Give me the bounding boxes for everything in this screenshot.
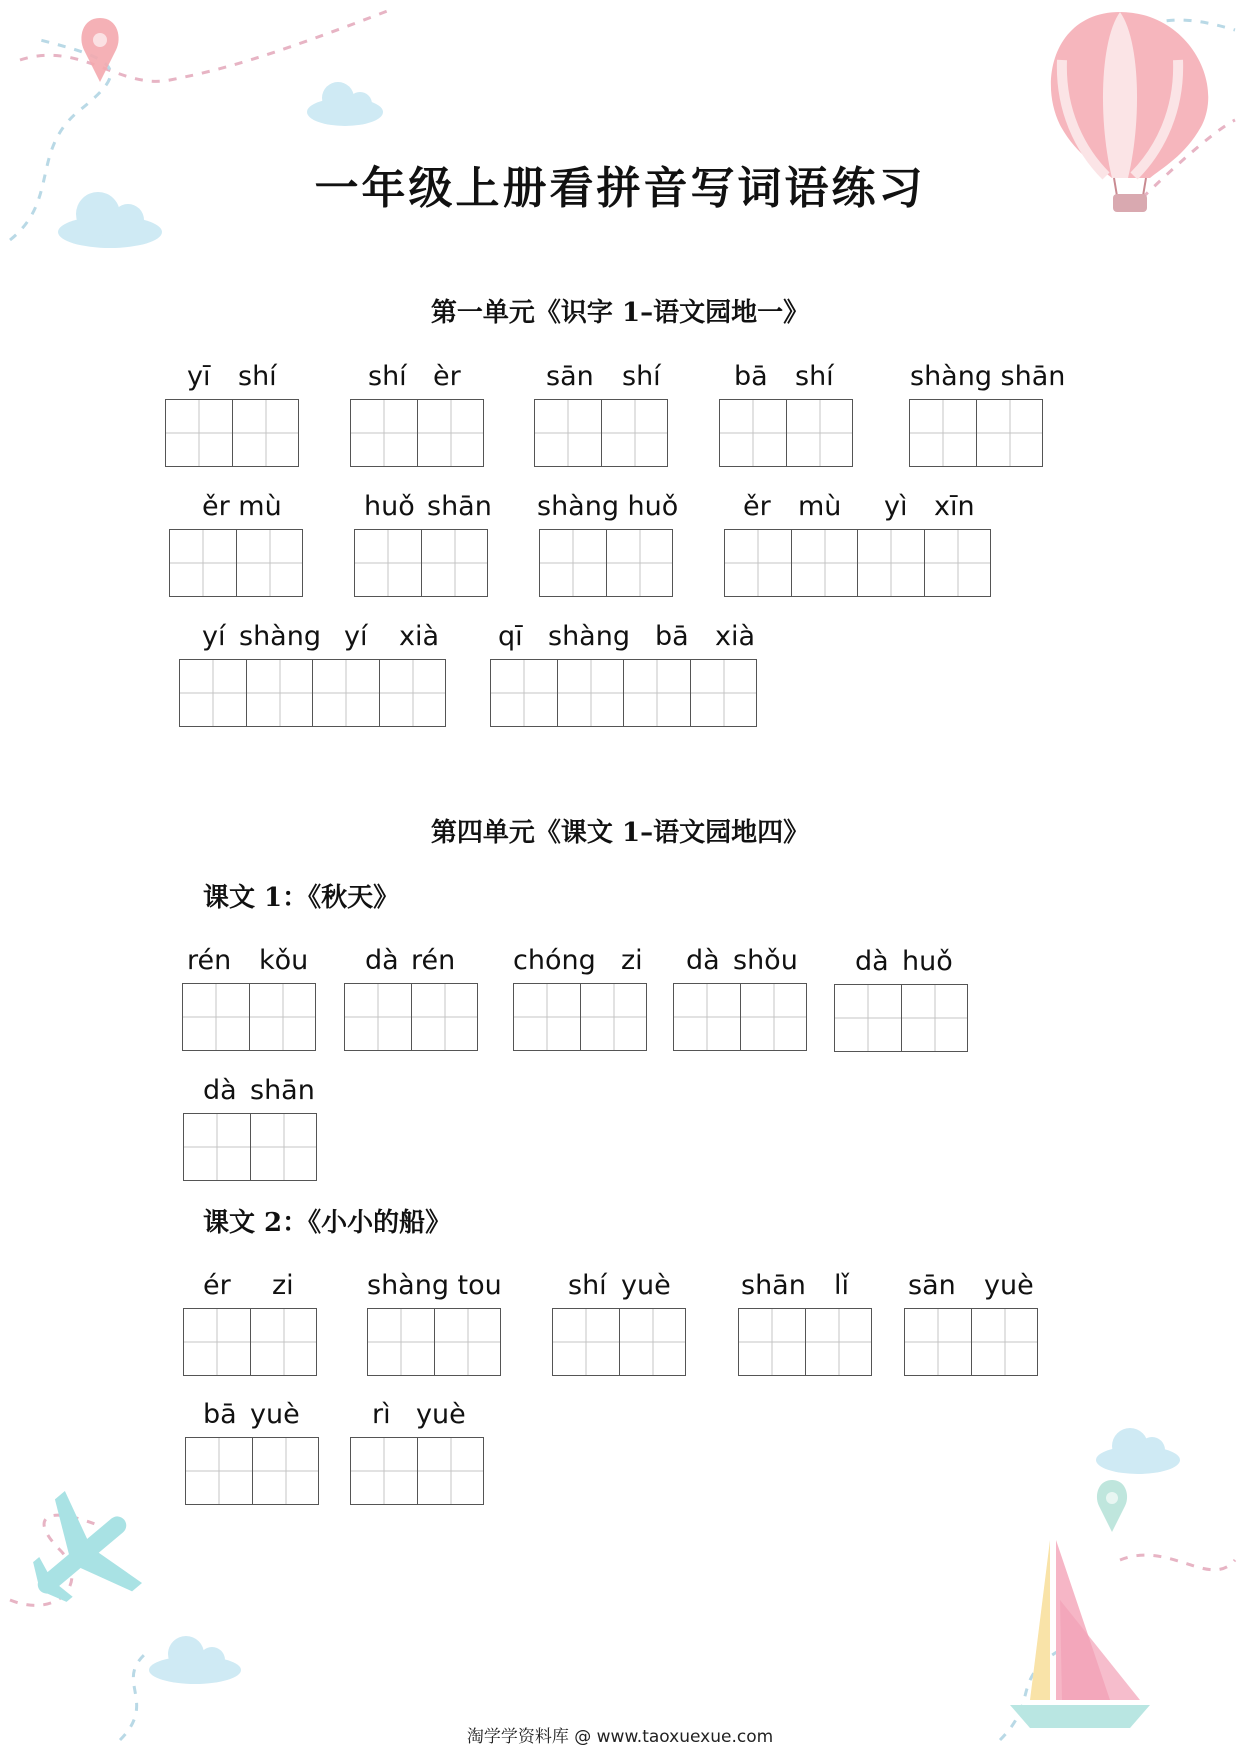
pinyin-syllable: shí bbox=[568, 1270, 607, 1301]
writing-grid bbox=[169, 529, 303, 597]
tianzige-box[interactable] bbox=[180, 660, 247, 727]
tianzige-box[interactable] bbox=[351, 1438, 418, 1505]
page-title: 一年级上册看拼音写词语练习 bbox=[314, 163, 926, 214]
writing-grid bbox=[719, 399, 853, 467]
word-item bbox=[719, 361, 853, 467]
word-item bbox=[185, 1399, 319, 1505]
writing-grid bbox=[344, 983, 478, 1051]
word-item bbox=[179, 621, 446, 727]
pinyin-syllable: zi bbox=[272, 1270, 294, 1301]
tianzige-box[interactable] bbox=[624, 660, 691, 727]
tianzige-box[interactable] bbox=[345, 984, 412, 1051]
pinyin-syllable: qī bbox=[498, 621, 523, 652]
tianzige-box[interactable] bbox=[184, 1309, 251, 1376]
writing-grid bbox=[724, 529, 991, 597]
pinyin-syllable: yì bbox=[884, 491, 908, 522]
pinyin-syllable: xià bbox=[399, 621, 440, 652]
tianzige-box[interactable] bbox=[313, 660, 380, 727]
word-item bbox=[552, 1270, 686, 1376]
pinyin-syllable: èr bbox=[433, 361, 461, 392]
tianzige-box[interactable] bbox=[741, 984, 808, 1051]
pinyin-syllable: shí bbox=[795, 361, 834, 392]
writing-grid bbox=[367, 1308, 501, 1376]
tianzige-box[interactable] bbox=[581, 984, 648, 1051]
pinyin-syllable: shàng bbox=[548, 621, 630, 652]
tianzige-box[interactable] bbox=[535, 400, 602, 467]
word-item bbox=[350, 361, 484, 467]
tianzige-box[interactable] bbox=[251, 1309, 318, 1376]
writing-grid bbox=[534, 399, 668, 467]
pinyin-syllable: mù bbox=[798, 491, 842, 522]
pinyin-syllable: dà bbox=[365, 945, 399, 976]
pinyin-syllable: yuè bbox=[416, 1399, 466, 1430]
writing-grid bbox=[834, 984, 968, 1052]
word-item bbox=[673, 945, 807, 1051]
pinyin-syllable: kǒu bbox=[259, 945, 309, 976]
tianzige-box[interactable] bbox=[491, 660, 558, 727]
tianzige-box[interactable] bbox=[792, 530, 859, 597]
writing-grid bbox=[350, 1437, 484, 1505]
writing-grid bbox=[490, 659, 757, 727]
writing-grid bbox=[909, 399, 1043, 467]
pinyin-syllable: xià bbox=[715, 621, 756, 652]
tianzige-box[interactable] bbox=[412, 984, 479, 1051]
tianzige-box[interactable] bbox=[806, 1309, 873, 1376]
pinyin-syllable: ěr bbox=[743, 491, 771, 522]
writing-grid bbox=[673, 983, 807, 1051]
tianzige-box[interactable] bbox=[905, 1309, 972, 1376]
tianzige-box[interactable] bbox=[902, 985, 969, 1052]
word-item bbox=[738, 1270, 872, 1376]
writing-grid bbox=[354, 529, 488, 597]
tianzige-box[interactable] bbox=[739, 1309, 806, 1376]
pinyin-syllable: sān bbox=[546, 361, 594, 392]
pinyin-syllable: bā bbox=[203, 1399, 237, 1430]
word-item bbox=[354, 491, 492, 597]
pinyin-syllable: shān bbox=[427, 491, 492, 522]
pinyin-syllable: shí bbox=[622, 361, 661, 392]
word-item bbox=[344, 945, 478, 1051]
word-item bbox=[534, 361, 668, 467]
word-item bbox=[834, 946, 968, 1052]
pinyin-syllable: dà bbox=[203, 1075, 237, 1106]
writing-grid bbox=[185, 1437, 319, 1505]
pinyin-syllable: shàng shān bbox=[910, 361, 1066, 392]
tianzige-box[interactable] bbox=[251, 1114, 318, 1181]
tianzige-box[interactable] bbox=[166, 400, 233, 467]
word-item bbox=[183, 1075, 317, 1181]
pinyin-syllable: yí bbox=[202, 621, 226, 652]
writing-grid bbox=[513, 983, 647, 1051]
writing-grid bbox=[182, 983, 316, 1051]
lesson-2-heading: 课文 2：《小小的船》 bbox=[203, 1208, 452, 1238]
writing-grid bbox=[165, 399, 299, 467]
writing-grid bbox=[738, 1308, 872, 1376]
tianzige-box[interactable] bbox=[183, 984, 250, 1051]
word-item bbox=[183, 1270, 317, 1376]
writing-grid bbox=[552, 1308, 686, 1376]
tianzige-box[interactable] bbox=[247, 660, 314, 727]
tianzige-box[interactable] bbox=[858, 530, 925, 597]
pinyin-syllable: shān bbox=[250, 1075, 315, 1106]
tianzige-box[interactable] bbox=[418, 1438, 485, 1505]
pinyin-syllable: shí bbox=[238, 361, 277, 392]
tianzige-box[interactable] bbox=[355, 530, 422, 597]
tianzige-box[interactable] bbox=[787, 400, 854, 467]
tianzige-box[interactable] bbox=[514, 984, 581, 1051]
tianzige-box[interactable] bbox=[237, 530, 304, 597]
tianzige-box[interactable] bbox=[720, 400, 787, 467]
word-item bbox=[490, 621, 757, 727]
pinyin-syllable: huǒ bbox=[364, 491, 415, 522]
word-item bbox=[724, 491, 991, 597]
unit-4-heading: 第四单元《课文 1–语文园地四》 bbox=[430, 818, 810, 848]
pinyin-syllable: chóng bbox=[513, 945, 596, 976]
unit-1-heading: 第一单元《识字 1–语文园地一》 bbox=[430, 298, 810, 328]
tianzige-box[interactable] bbox=[233, 400, 300, 467]
pinyin-syllable: huǒ bbox=[902, 946, 953, 977]
tianzige-box[interactable] bbox=[540, 530, 607, 597]
tianzige-box[interactable] bbox=[925, 530, 992, 597]
pinyin-syllable: shàng bbox=[239, 621, 321, 652]
pinyin-syllable: shàng tou bbox=[367, 1270, 502, 1301]
pinyin-syllable: shān bbox=[741, 1270, 806, 1301]
tianzige-box[interactable] bbox=[607, 530, 674, 597]
pinyin-syllable: shàng huǒ bbox=[537, 491, 679, 522]
lesson-1-heading: 课文 1：《秋天》 bbox=[203, 883, 400, 913]
word-item bbox=[367, 1270, 502, 1376]
pinyin-syllable: ěr mù bbox=[202, 491, 282, 522]
pinyin-syllable: shǒu bbox=[733, 945, 798, 976]
pinyin-syllable: yuè bbox=[621, 1270, 671, 1301]
tianzige-box[interactable] bbox=[250, 984, 317, 1051]
tianzige-box[interactable] bbox=[691, 660, 758, 727]
writing-grid bbox=[179, 659, 446, 727]
pinyin-syllable: dà bbox=[686, 945, 720, 976]
tianzige-box[interactable] bbox=[602, 400, 669, 467]
tianzige-box[interactable] bbox=[435, 1309, 502, 1376]
pinyin-syllable: bā bbox=[734, 361, 768, 392]
tianzige-box[interactable] bbox=[972, 1309, 1039, 1376]
tianzige-box[interactable] bbox=[620, 1309, 687, 1376]
pinyin-syllable: xīn bbox=[934, 491, 975, 522]
word-item bbox=[169, 491, 303, 597]
word-item bbox=[909, 361, 1066, 467]
tianzige-box[interactable] bbox=[553, 1309, 620, 1376]
tianzige-box[interactable] bbox=[558, 660, 625, 727]
pinyin-syllable: rì bbox=[372, 1399, 391, 1430]
pinyin-syllable: ér bbox=[203, 1270, 231, 1301]
pinyin-syllable: bā bbox=[655, 621, 689, 652]
word-item bbox=[350, 1399, 484, 1505]
pinyin-syllable: rén bbox=[411, 945, 456, 976]
pinyin-syllable: yuè bbox=[984, 1270, 1034, 1301]
tianzige-box[interactable] bbox=[910, 400, 977, 467]
pinyin-syllable: shí bbox=[368, 361, 407, 392]
tianzige-box[interactable] bbox=[170, 530, 237, 597]
pinyin-syllable: yī bbox=[187, 361, 211, 392]
tianzige-box[interactable] bbox=[186, 1438, 253, 1505]
word-item bbox=[182, 945, 316, 1051]
tianzige-box[interactable] bbox=[835, 985, 902, 1052]
tianzige-box[interactable] bbox=[725, 530, 792, 597]
writing-grid bbox=[904, 1308, 1038, 1376]
tianzige-box[interactable] bbox=[418, 400, 485, 467]
tianzige-box[interactable] bbox=[253, 1438, 320, 1505]
writing-grid bbox=[539, 529, 673, 597]
pinyin-syllable: dà bbox=[855, 946, 889, 977]
tianzige-box[interactable] bbox=[422, 530, 489, 597]
tianzige-box[interactable] bbox=[380, 660, 447, 727]
writing-grid bbox=[183, 1113, 317, 1181]
word-item bbox=[165, 361, 299, 467]
tianzige-box[interactable] bbox=[977, 400, 1044, 467]
writing-grid bbox=[183, 1308, 317, 1376]
pinyin-syllable: yí bbox=[344, 621, 368, 652]
word-item bbox=[904, 1270, 1038, 1376]
tianzige-box[interactable] bbox=[674, 984, 741, 1051]
tianzige-box[interactable] bbox=[351, 400, 418, 467]
pinyin-syllable: zi bbox=[621, 945, 643, 976]
writing-grid bbox=[350, 399, 484, 467]
pinyin-syllable: lǐ bbox=[834, 1270, 850, 1301]
pinyin-syllable: yuè bbox=[250, 1399, 300, 1430]
pinyin-syllable: sān bbox=[908, 1270, 956, 1301]
word-item bbox=[537, 491, 679, 597]
word-item bbox=[513, 945, 647, 1051]
tianzige-box[interactable] bbox=[368, 1309, 435, 1376]
tianzige-box[interactable] bbox=[184, 1114, 251, 1181]
footer-source: 淘学学资料库 @ www.taoxuexue.com bbox=[466, 1727, 774, 1747]
pinyin-syllable: rén bbox=[187, 945, 232, 976]
